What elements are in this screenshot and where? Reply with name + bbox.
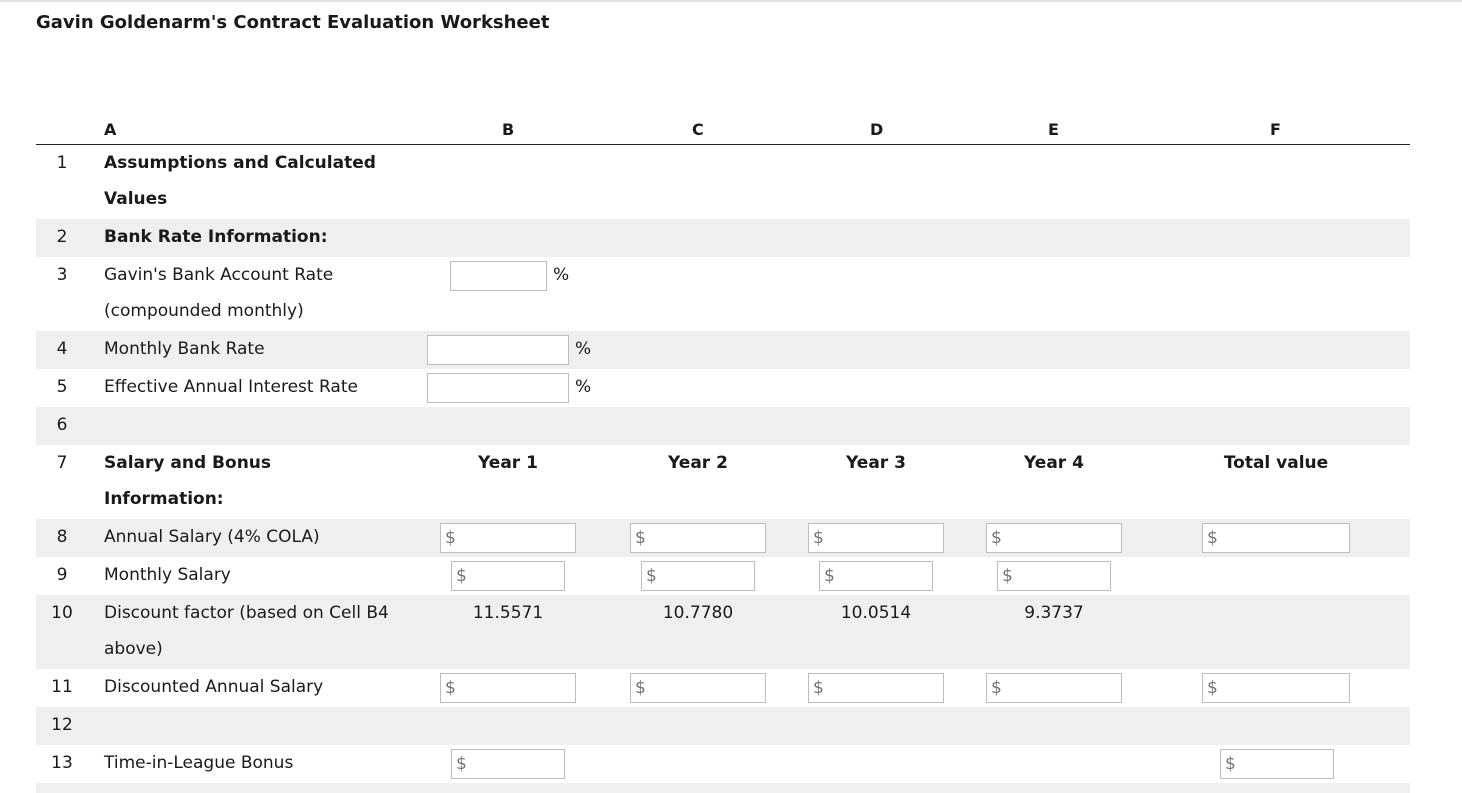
row-number: 7 [56, 453, 68, 473]
discount-factor-year-1: 11.5571 [472, 603, 544, 623]
row-12 [36, 707, 1410, 745]
row-6 [36, 407, 1410, 445]
row-7 [36, 445, 1410, 519]
percent-unit: % [575, 339, 592, 359]
column-header-b: B [502, 120, 515, 139]
bank-account-rate-input[interactable] [450, 261, 547, 291]
effective-annual-rate-input[interactable] [427, 373, 569, 403]
discount-factor-year-4: 9.3737 [1024, 603, 1084, 623]
row-label: Bank Rate Information: [104, 227, 328, 247]
row-number: 3 [56, 265, 68, 285]
row-label: Time-in-League Bonus [104, 753, 294, 773]
discounted-salary-year-2-input[interactable] [630, 673, 766, 703]
row-label: Salary and Bonus Information: [104, 453, 272, 509]
row-4 [36, 331, 1410, 369]
row-number: 5 [56, 377, 68, 397]
row-label: Monthly Salary [104, 565, 231, 585]
row-9 [36, 557, 1410, 595]
row-label: Annual Salary (4% COLA) [104, 527, 320, 547]
discounted-salary-year-3-input[interactable] [808, 673, 944, 703]
row-14-partial [36, 783, 1410, 793]
row-8 [36, 519, 1410, 557]
row-label: Discount factor (based on Cell B4 above) [104, 603, 389, 659]
monthly-bank-rate-input[interactable] [427, 335, 569, 365]
row-number: 8 [56, 527, 68, 547]
row-label: Gavin's Bank Account Rate (compounded monthly) [104, 265, 334, 321]
row-2 [36, 219, 1410, 257]
column-header-d: D [870, 120, 884, 139]
top-border [0, 0, 1462, 2]
annual-salary-year-1-input[interactable] [440, 523, 576, 553]
annual-salary-year-3-input[interactable] [808, 523, 944, 553]
year-1-header: Year 1 [478, 453, 538, 473]
row-label: Discounted Annual Salary [104, 677, 324, 697]
column-header-a: A [104, 120, 117, 139]
worksheet-table [36, 110, 1410, 793]
row-number: 13 [51, 753, 73, 773]
monthly-salary-year-1-input[interactable] [451, 561, 565, 591]
row-number: 4 [56, 339, 68, 359]
column-header-f: F [1270, 120, 1281, 139]
row-number: 2 [56, 227, 68, 247]
annual-salary-year-2-input[interactable] [630, 523, 766, 553]
discount-factor-year-3: 10.0514 [840, 603, 912, 623]
time-in-league-bonus-year-1-input[interactable] [451, 749, 565, 779]
row-13 [36, 745, 1410, 783]
row-label: Monthly Bank Rate [104, 339, 265, 359]
worksheet-title: Gavin Goldenarm's Contract Evaluation Worksheet [36, 12, 550, 33]
discounted-salary-year-4-input[interactable] [986, 673, 1122, 703]
percent-unit: % [553, 265, 570, 285]
column-header-c: C [692, 120, 704, 139]
row-number: 1 [56, 153, 68, 173]
column-header-row [36, 110, 1410, 145]
row-11 [36, 669, 1410, 707]
row-1 [36, 145, 1410, 219]
row-label: Effective Annual Interest Rate [104, 377, 358, 397]
year-3-header: Year 3 [846, 453, 906, 473]
annual-salary-total-input[interactable] [1202, 523, 1350, 553]
row-number: 11 [51, 677, 73, 697]
discounted-salary-year-1-input[interactable] [440, 673, 576, 703]
row-number: 6 [56, 415, 68, 435]
total-value-header: Total value [1223, 453, 1329, 473]
row-number: 10 [51, 603, 73, 623]
row-5 [36, 369, 1410, 407]
monthly-salary-year-2-input[interactable] [641, 561, 755, 591]
row-10 [36, 595, 1410, 669]
time-in-league-bonus-total-input[interactable] [1220, 749, 1334, 779]
row-label: Assumptions and Calculated Values [104, 153, 376, 209]
percent-unit: % [575, 377, 592, 397]
row-3 [36, 257, 1410, 331]
annual-salary-year-4-input[interactable] [986, 523, 1122, 553]
monthly-salary-year-4-input[interactable] [997, 561, 1111, 591]
discount-factor-year-2: 10.7780 [662, 603, 734, 623]
row-number: 9 [56, 565, 68, 585]
year-2-header: Year 2 [668, 453, 728, 473]
year-4-header: Year 4 [1024, 453, 1084, 473]
discounted-salary-total-input[interactable] [1202, 673, 1350, 703]
monthly-salary-year-3-input[interactable] [819, 561, 933, 591]
row-number: 12 [51, 715, 73, 735]
column-header-e: E [1048, 120, 1059, 139]
